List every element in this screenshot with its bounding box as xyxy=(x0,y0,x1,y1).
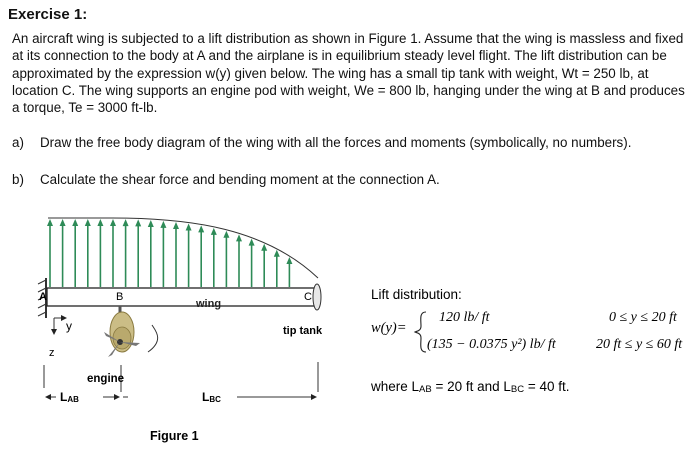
exercise-title: Exercise 1: xyxy=(8,6,88,23)
lift-arrow-head xyxy=(286,257,292,264)
y-axis-label: y xyxy=(66,319,72,333)
question-a-text: Draw the free body diagram of the wing with all the forces and moments (symbolically, no numbers). xyxy=(40,135,632,150)
lift-function-lhs: w(y)= xyxy=(371,320,407,336)
lift-arrow-head xyxy=(97,219,103,226)
lift-arrow-head xyxy=(123,219,129,226)
point-c-label: C xyxy=(304,291,312,303)
lift-arrow-head xyxy=(186,223,192,230)
z-axis-label: z xyxy=(49,347,55,359)
lift-arrow-head xyxy=(110,219,116,226)
lift-arrow-head xyxy=(148,220,154,227)
tip-tank-label: tip tank xyxy=(283,325,323,337)
piecewise-brace xyxy=(415,312,426,352)
dimension-lines xyxy=(44,362,318,397)
length-bc-label: LBC xyxy=(202,390,221,404)
point-a-label: A xyxy=(39,291,47,303)
figure-caption: Figure 1 xyxy=(150,429,199,443)
lift-case2-expression: (135 − 0.0375 y²) lb/ ft xyxy=(427,337,556,352)
lift-arrow-head xyxy=(60,219,66,226)
lift-arrow-head xyxy=(198,225,204,232)
lengths-note: where LAB = 20 ft and LBC = 40 ft. xyxy=(371,379,570,395)
lift-distribution-heading: Lift distribution: xyxy=(371,287,462,302)
lift-arrow-head xyxy=(72,219,78,226)
lift-case1-expression: 120 lb/ ft xyxy=(439,310,490,325)
lift-arrow-head xyxy=(274,250,280,257)
problem-statement: An aircraft wing is subjected to a lift distribution as shown in Figure 1. Assume that the wing is massless and fixed at its connection to the body at A and the airplane is in equilibrium steady level flight. The lift distribution can be approximated by the expression w(y) given below. The wing has a small tip tank with weight, Wt = 250 lb, at location C. The wing supports an engine pod with weight, We = 800 lb, hanging under the wing at B and produces a torque, Te = 3000 ft-lb. xyxy=(12,31,685,116)
lift-case2-range: 20 ft ≤ y ≤ 60 ft xyxy=(596,337,683,352)
engine-pod-icon xyxy=(104,306,158,357)
lift-arrow-head xyxy=(223,231,229,238)
lift-arrow-head xyxy=(160,221,166,228)
wing-beam xyxy=(47,288,315,306)
lift-arrow-head xyxy=(47,219,53,226)
length-ab-label: LAB xyxy=(60,390,79,404)
lift-arrow-head xyxy=(135,219,141,226)
lift-case1-range: 0 ≤ y ≤ 20 ft xyxy=(609,310,677,325)
lift-arrow-head xyxy=(173,222,179,229)
tip-tank-icon xyxy=(313,284,321,310)
point-b-label: B xyxy=(116,291,124,303)
lift-arrow-head xyxy=(249,239,255,246)
lift-arrow-head xyxy=(236,234,242,241)
lift-arrow-head xyxy=(85,219,91,226)
lift-arrows xyxy=(47,219,292,287)
question-a-marker: a) xyxy=(12,135,24,150)
question-b-text: Calculate the shear force and bending moment at the connection A. xyxy=(40,172,440,187)
wing-label: wing xyxy=(196,298,222,310)
question-b-marker: b) xyxy=(12,172,24,187)
lift-arrow-head xyxy=(261,244,267,251)
coordinate-axes xyxy=(54,318,66,334)
lift-arrow-head xyxy=(211,228,217,235)
engine-label: engine xyxy=(87,373,125,385)
